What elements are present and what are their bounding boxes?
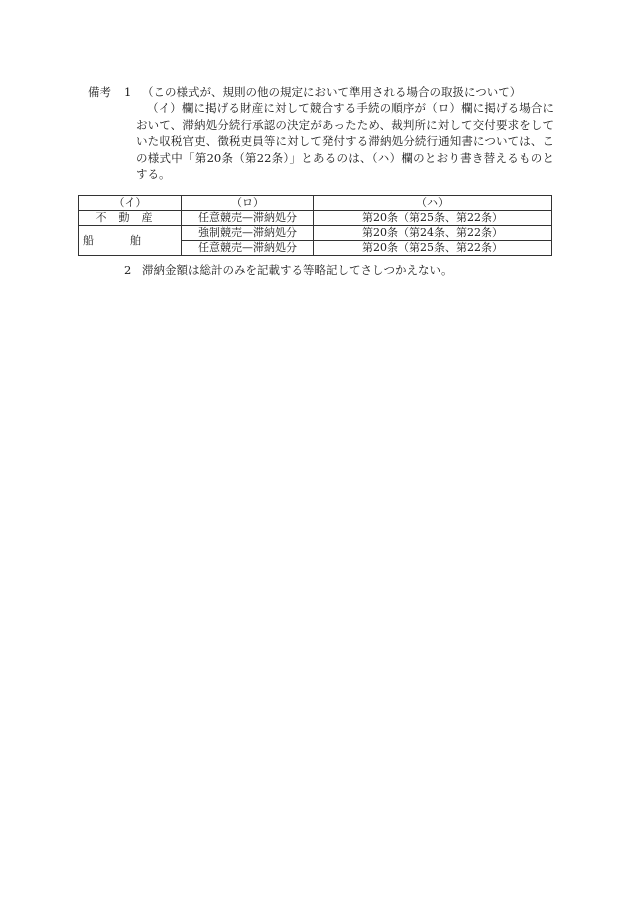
header-col-i: （イ） <box>79 196 182 211</box>
replacement-cell: 第20条（第25条、第22条） <box>314 241 552 256</box>
remark-2-number: 2 <box>124 263 132 277</box>
header-col-ha: （ハ） <box>314 196 552 211</box>
remark-1-heading: （この様式が、規則の他の規定において準用される場合の取扱について） <box>142 85 522 99</box>
property-cell: 不動産 <box>79 211 182 226</box>
remark-1-number: 1 <box>124 85 132 99</box>
remark-2-line <box>124 262 453 278</box>
table-row <box>79 226 552 241</box>
procedure-cell: 任意競売—滞納処分 <box>182 241 314 256</box>
property-cell: 船舶 <box>79 226 182 256</box>
procedure-cell: 強制競売—滞納処分 <box>182 226 314 241</box>
remark-2-body: 滞納金額は総計のみを記載する等略記してさしつかえない。 <box>142 263 453 277</box>
substitution-table <box>78 195 552 256</box>
replacement-cell: 第20条（第25条、第22条） <box>314 211 552 226</box>
table-header-row <box>79 196 552 211</box>
remark-1-heading-line <box>88 84 521 100</box>
table-row <box>79 211 552 226</box>
remarks-label: 備考 <box>88 85 111 99</box>
procedure-cell: 任意競売—滞納処分 <box>182 211 314 226</box>
header-col-ro: （ロ） <box>182 196 314 211</box>
remark-1-body: （イ）欄に掲げる財産に対して競合する手続の順序が（ロ）欄に掲げる場合において、滞納処分続行承認の決定があったため、裁判所に対して交付要求をしていた収税官吏、徴税吏員等に対して発付する滞納処分続行通知書については、この様式中「第20条（第22条）」とあるのは、（ハ）欄のとおり書き替えるものとする。 <box>136 101 554 182</box>
replacement-cell: 第20条（第24条、第22条） <box>314 226 552 241</box>
